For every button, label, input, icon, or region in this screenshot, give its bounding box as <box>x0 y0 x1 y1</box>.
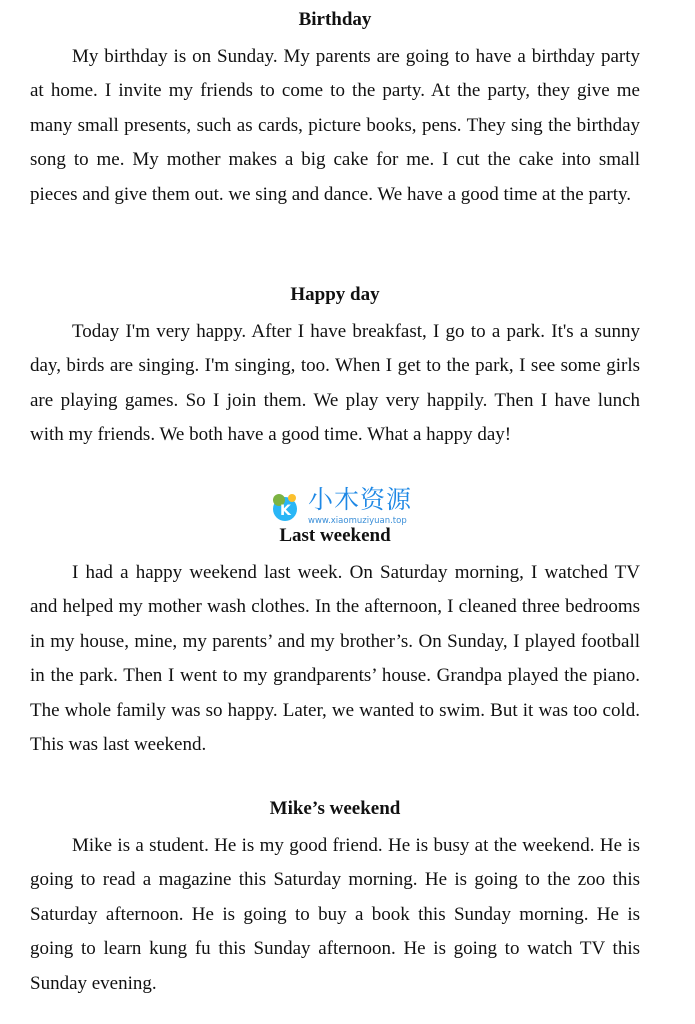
watermark <box>268 486 438 528</box>
essay-last-weekend <box>30 525 640 762</box>
essay-title: Mike’s weekend <box>269 798 401 819</box>
k-leaf-logo-icon <box>268 490 302 524</box>
watermark-title: 小木资源 <box>308 485 413 514</box>
essay-paragraph: Mike is a student. He is my good friend. He is busy at the weekend. He is going to read a magazine this Saturday morning. He is going to the zoo this Saturday afternoon. He is going to buy a book this Sunday morning. He is going to learn kung fu this Sunday afternoon. He is going to watch TV this Sunday evening. <box>30 835 640 994</box>
watermark-url: www.xiaomuziyuan.top <box>308 516 407 526</box>
essay-paragraph: Today I'm very happy. After I have breakfast, I go to a park. It's a sunny day, birds are singing. I'm singing, too. When I get to the park, I see some girls are playing games. So I join them. We play very happily. Then I have lunch with my friends. We both have a good time. What a happy day! <box>30 321 640 446</box>
essay-mikes-weekend <box>30 798 640 1001</box>
essay-title: Happy day <box>290 284 380 305</box>
essay-paragraph: My birthday is on Sunday. My parents are going to have a birthday party at home. I invite my friends to come to the party. At the party, they give me many small presents, such as cards, picture books, pens. They sing the birthday song to me. My mother makes a big cake for me. I cut the cake into small pieces and give them out. we sing and dance. We have a good time at the party. <box>30 46 640 205</box>
essay-happy-day <box>30 284 640 453</box>
essay-title: Birthday <box>298 9 372 30</box>
svg-text:K: K <box>280 503 291 519</box>
essay-paragraph: I had a happy weekend last week. On Saturday morning, I watched TV and helped my mother wash clothes. In the afternoon, I cleaned three bedrooms in my house, mine, my parents’ and my brother’s. On Sunday, I played football in the park. Then I went to my grandparents’ house. Grandpa played the piano. The whole family was so happy. Later, we wanted to swim. But it was too cold. This was last weekend. <box>30 562 640 756</box>
essay-title: Last weekend <box>279 525 391 546</box>
essay-birthday <box>30 9 640 212</box>
